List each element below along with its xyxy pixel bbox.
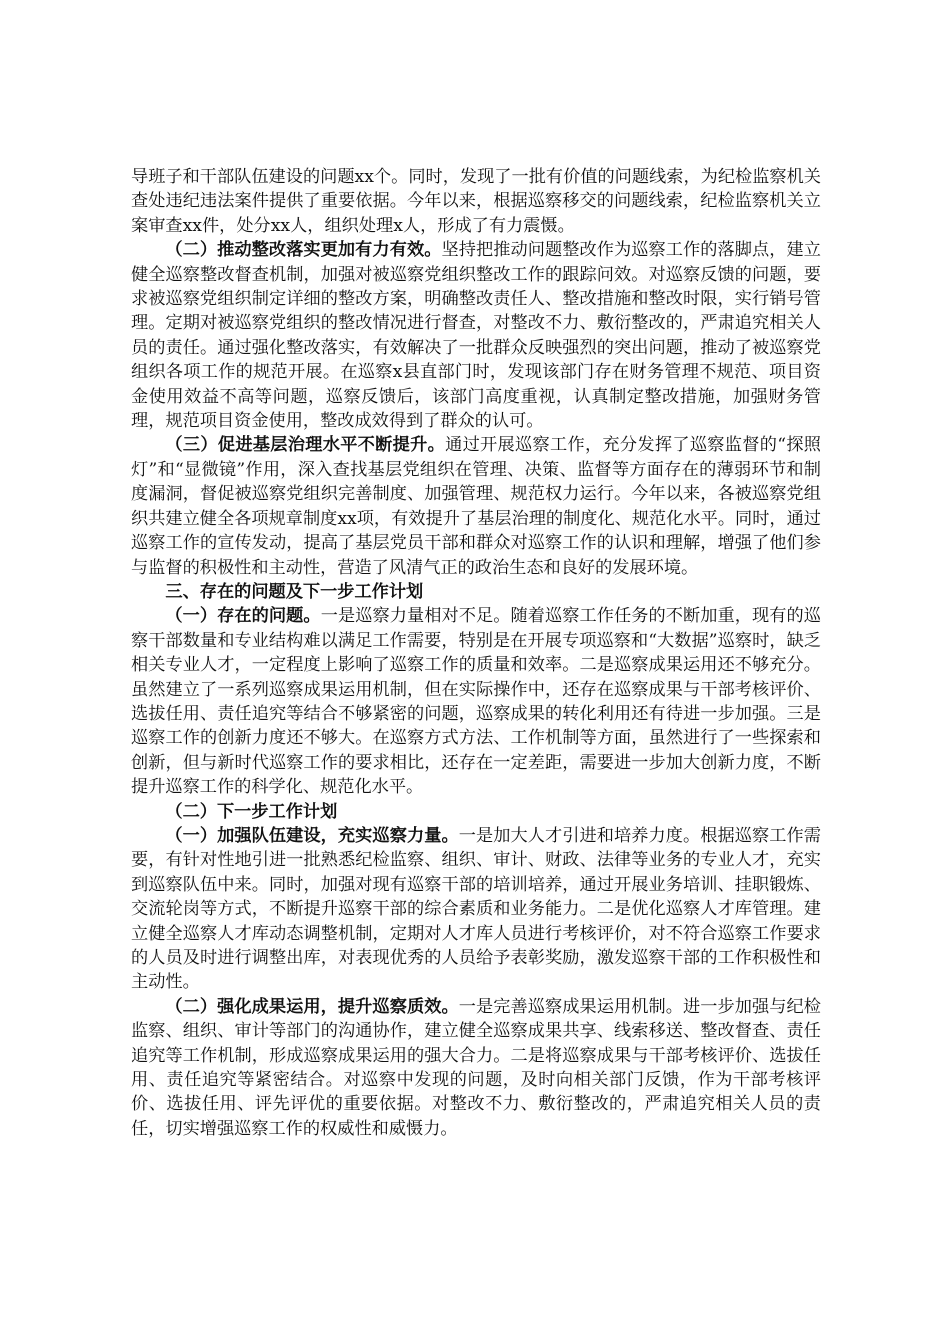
paragraph-heading: （二）推动整改落实更加有力有效。 [165, 240, 442, 261]
paragraph-existing-problems [131, 604, 821, 799]
section-heading-problems-plan: 三、存在的问题及下一步工作计划 [165, 581, 424, 602]
subsection-heading-next-plan: （二）下一步工作计划 [165, 801, 338, 822]
paragraph-body: 一是巡察力量相对不足。随着巡察工作任务的不断加重，现有的巡察干部数量和专业结构难以满足工作需要，特别是在开展专项巡察和“大数据”巡察时，缺乏相关专业人才，一定程度上影响了巡察工作的质量和效率。二是巡察成果运用还不够充分。虽然建立了一系列巡察成果运用机制，但在实际操作中，还存在巡察成果与干部考核评价、选拔任用、责任追究等结合不够紧密的问题，巡察成果的转化利用还有待进一步加强。三是巡察工作的创新力度还不够大。在巡察方式方法、工作机制等方面，虽然进行了一些探索和创新，但与新时代巡察工作的要求相比，还存在一定差距，需要进一步加大创新力度，不断提升巡察工作的科学化、规范化水平。 [131, 606, 821, 798]
paragraph-heading: （三）促进基层治理水平不断提升。 [165, 435, 446, 456]
paragraph-heading: （一）加强队伍建设，充实巡察力量。 [165, 825, 459, 846]
paragraph-results-continued: 导班子和干部队伍建设的问题xx个。同时，发现了一批有价值的问题线索，为纪检监察机关查处违纪违法案件提供了重要依据。今年以来，根据巡察移交的问题线索，纪检监察机关立案审查xx件，处分xx人，组织处理x人，形成了有力震慑。 [131, 167, 821, 236]
paragraph-heading: （二）强化成果运用，提升巡察质效。 [165, 996, 459, 1017]
paragraph-body: 坚持把推动问题整改作为巡察工作的落脚点，建立健全巡察整改督查机制，加强对被巡察党组织整改工作的跟踪问效。对巡察反馈的问题，要求被巡察党组织制定详细的整改方案，明确整改责任人、整改措施和整改时限，实行销号管理。定期对被巡察党组织的整改情况进行督查，对整改不力、敷衍整改的，严肃追究相关人员的责任。通过强化整改落实，有效解决了一批群众反映强烈的突出问题，推动了被巡察党组织各项工作的规范开展。在巡察x县直部门时，发现该部门存在财务管理不规范、项目资金使用效益不高等问题，巡察反馈后，该部门高度重视，认真制定整改措施，加强财务管理，规范项目资金使用，整改成效得到了群众的认可。 [131, 240, 821, 432]
paragraph-body: 通过开展巡察工作，充分发挥了巡察监督的“探照灯”和“显微镜”作用，深入查找基层党组织在管理、决策、监督等方面存在的薄弱环节和制度漏洞，督促被巡察党组织完善制度、加强管理、规范权力运行。今年以来，各被巡察党组织共建立健全各项规章制度xx项，有效提升了基层治理的制度化、规范化水平。同时，通过巡察工作的宣传发动，提高了基层党员干部和群众对巡察工作的认识和理解，增强了他们参与监督的积极性和主动性，营造了风清气正的政治生态和良好的发展环境。 [131, 435, 821, 578]
paragraph-heading: （一）存在的问题。 [165, 606, 321, 627]
paragraph-team-building [131, 824, 821, 995]
paragraph-results-application [131, 995, 821, 1141]
paragraph-body: 一是加大人才引进和培养力度。根据巡察工作需要，有针对性地引进一批熟悉纪检监察、组织、审计、财政、法律等业务的专业人才，充实到巡察队伍中来。同时，加强对现有巡察干部的培训培养，通过开展业务培训、挂职锻炼、交流轮岗等方式，不断提升巡察干部的综合素质和业务能力。二是优化巡察人才库管理。建立健全巡察人才库动态调整机制，定期对人才库人员进行考核评价，对不符合巡察工作要求的人员及时进行调整出库，对表现优秀的人员给予表彰奖励，激发巡察干部的工作积极性和主动性。 [131, 825, 821, 993]
paragraph-governance [131, 433, 821, 579]
document-page [131, 165, 821, 1141]
paragraph-body: 一是完善巡察成果运用机制。进一步加强与纪检监察、组织、审计等部门的沟通协作，建立健全巡察成果共享、线索移送、整改督查、责任追究等工作机制，形成巡察成果运用的强大合力。二是将巡察成果与干部考核评价、选拔任用、责任追究等紧密结合。对巡察中发现的问题，及时向相关部门反馈，作为干部考核评价、选拔任用、评先评优的重要依据。对整改不力、敷衍整改的，严肃追究相关人员的责任，切实增强巡察工作的权威性和威慑力。 [131, 996, 821, 1139]
paragraph-rectification [131, 238, 821, 433]
